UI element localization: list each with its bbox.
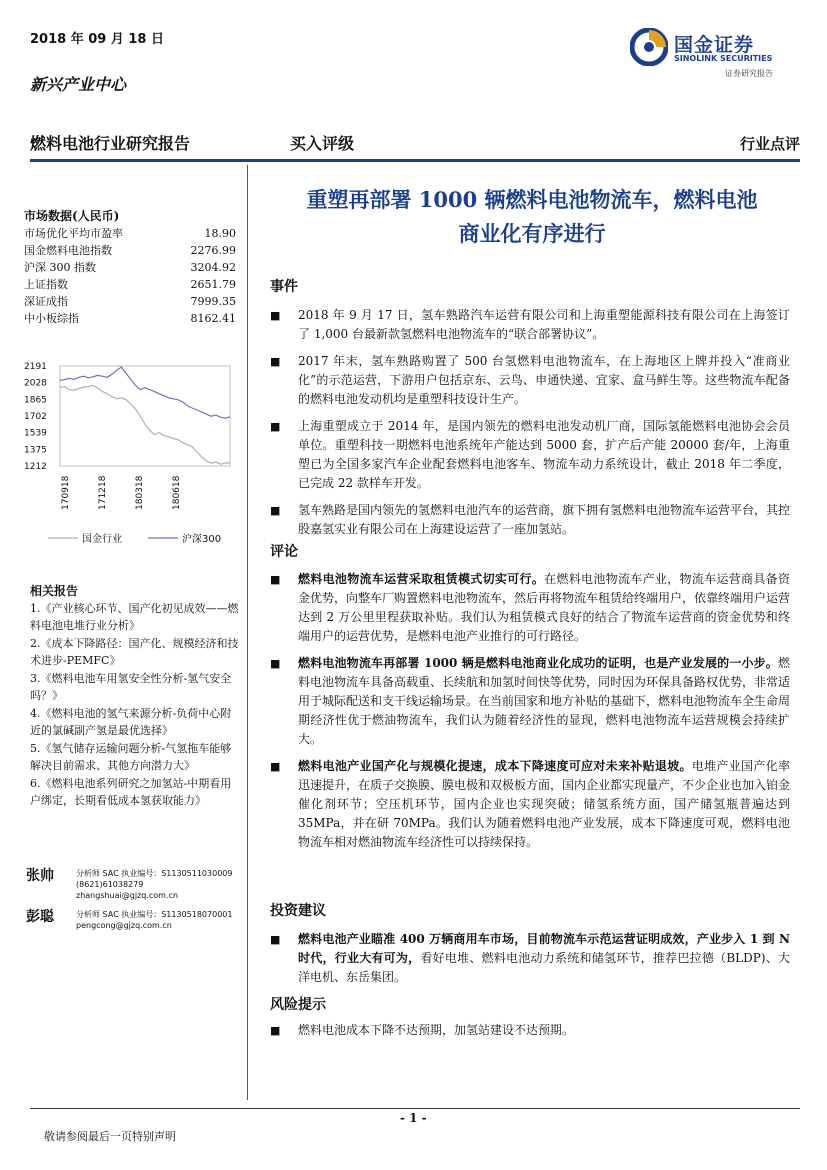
analyst-license: 分析师 SAC 执业编号：S1130511030009	[76, 869, 233, 878]
page-number: - 1 -	[400, 1111, 427, 1125]
y-tick-label: 2028	[24, 378, 47, 389]
event-text: 氢车熟路是国内领先的氢燃料电池汽车的运营商，旗下拥有氢燃料电池物流车运营平台，其控股嘉氢实业有限公司在上海建设运营了一座加氢站。	[298, 503, 791, 536]
event-item	[270, 306, 790, 344]
logo-subtitle: 证券研究报告	[725, 69, 773, 78]
sinolink-logo-icon	[630, 28, 668, 66]
events-heading: 事件	[270, 279, 298, 295]
risk-block	[270, 1021, 790, 1040]
main-title-line-1: 重塑再部署 1000 辆燃料电池物流车，燃料电池	[306, 187, 758, 212]
event-item	[270, 501, 790, 539]
bullet-icon: ■	[270, 933, 281, 946]
market-data-row	[24, 242, 236, 259]
series-line-0	[60, 386, 230, 465]
market-data-value: 3204.92	[190, 261, 236, 274]
legend-label: 国金行业	[82, 534, 122, 545]
risk-item	[270, 1021, 790, 1040]
related-report-item[interactable]: 1.《产业核心环节、国产化初见成效——燃料电池电堆行业分析》	[30, 602, 239, 632]
market-data-value: 2276.99	[190, 244, 236, 257]
analyst-details	[76, 868, 246, 901]
market-data-value: 18.90	[204, 227, 236, 240]
bullet-icon: ■	[270, 309, 281, 322]
y-tick-label: 1865	[24, 395, 47, 406]
series-line-1	[60, 367, 230, 418]
comment-item	[270, 757, 790, 852]
analyst-license: 分析师 SAC 执业编号：S1130518070001	[76, 910, 233, 919]
comment-bold: 燃料电池物流车运营采取租赁模式切实可行。	[298, 572, 545, 586]
analyst-name: 彭聪	[26, 909, 54, 925]
bullet-icon: ■	[270, 504, 281, 517]
comment-body: 电堆产业国产化率迅速提升，在质子交换膜、膜电极和双极板方面，国内企业都实现量产，不少企业也加入铂金催化剂环节；空压机环节，国内企业也实现突破；储氢系统方面，国产储氢瓶普遍达到 35MPa，并在研 70MPa。我们认为随着燃料电池产业发展，成本下降速度可观，燃料电池物流车相对燃油物流车经济性可以持续保持。	[298, 759, 791, 849]
event-text: 2018 年 9 月 17 日，氢车熟路汽车运营有限公司和上海重塑能源科技有限公司在上海签订了 1,000 台最新款氢燃料电池物流车的“联合部署协议”。	[298, 308, 790, 341]
bullet-icon: ■	[270, 355, 281, 368]
investment-bold: 燃料电池产业瞄准 400 万辆商用车市场，目前物流车示范运营证明成效，产业步入 1 到 N 时代，行业大有可为，	[298, 932, 790, 965]
comment-body: 燃料电池物流车具备高载重、长续航和加氢时间快等优势，同时因为环保具备路权优势，非常适用于城际配送和支干线运输场景。在当前国家和地方补贴的基础下，燃料电池物流车全生命周期经济性优于燃油物流车，我们认为随着经济性的显现，燃料电池物流车运营规模会持续扩大。	[298, 656, 791, 746]
market-data-row	[24, 259, 236, 276]
footer-divider	[30, 1108, 800, 1109]
y-tick-label: 1375	[24, 445, 47, 456]
legend-label: 沪深300	[182, 534, 222, 545]
x-tick-label: 171218	[98, 475, 108, 510]
market-data-label: 市场优化平均市盈率	[24, 227, 123, 240]
x-tick-label: 180618	[172, 475, 182, 510]
chart-frame	[60, 366, 230, 466]
related-reports-title: 相关报告	[30, 584, 79, 598]
y-tick-label: 2191	[24, 362, 47, 372]
market-data-row	[24, 310, 236, 327]
risk-text: 燃料电池成本下降不达预期，加氢站建设不达预期。	[298, 1023, 575, 1037]
comment-item	[270, 570, 790, 646]
market-data-value: 2651.79	[190, 278, 236, 291]
comment-text	[298, 654, 790, 749]
analyst-email[interactable]: zhangshuai@gjzq.com.cn	[76, 891, 178, 900]
related-report-item[interactable]: 5.《氢气储存运输问题分析-气氢拖车能够解决目前需求、其他方向潜力大》	[30, 742, 232, 772]
report-type: 行业点评	[739, 135, 800, 153]
rating: 买入评级	[290, 134, 355, 153]
x-tick-label: 170918	[61, 475, 71, 510]
risk-heading: 风险提示	[270, 997, 326, 1013]
market-data-title: 市场数据(人民币)	[24, 209, 120, 223]
investment-heading: 投资建议	[270, 903, 326, 919]
investment-body: 看好电堆、燃料电池动力系统和储氢环节，推荐巴拉德（BLDP)、大洋电机、东岳集团。	[298, 951, 790, 984]
related-report-item[interactable]: 3.《燃料电池车用氢安全性分析-氢气安全吗？》	[30, 672, 232, 702]
bullet-icon: ■	[270, 420, 281, 433]
comment-text	[298, 757, 790, 852]
comment-item	[270, 654, 790, 749]
comment-text	[298, 570, 790, 646]
y-tick-label: 1539	[24, 428, 47, 439]
company-logo	[630, 24, 800, 84]
disclaimer: 敬请参阅最后一页特别声明	[44, 1130, 176, 1143]
logo-chinese: 国金证券	[674, 34, 755, 56]
research-center: 新兴产业中心	[30, 75, 127, 94]
report-date: 2018 年 09 月 18 日	[30, 32, 164, 47]
logo-english: SINOLINK SECURITIES	[674, 54, 773, 63]
market-data-row	[24, 293, 236, 310]
related-report-item[interactable]: 4.《燃料电池的氢气来源分析-负荷中心附近的氯碱副产氢是最优选择》	[30, 707, 232, 737]
bullet-icon: ■	[270, 1024, 281, 1037]
comments-heading: 评论	[270, 544, 298, 560]
related-report-item[interactable]: 2.《成本下降路径：国产化、规模经济和技术进步-PEMFC》	[30, 637, 239, 667]
market-data-label: 中小板综指	[24, 312, 79, 325]
comment-body: 在燃料电池物流车产业，物流车运营商具备资金优势，向整车厂购置燃料电池物流车，然后再将物流车租赁给终端用户，依靠终端用户运营达到 2 万公里里程获取补贴。我们认为租赁模式良好的结合了物流车运营商的资金优势和终端用户的运营优势，是燃料电池产业推行的可行路径。	[298, 572, 791, 643]
event-item	[270, 352, 790, 409]
y-tick-label: 1702	[24, 412, 47, 422]
bullet-icon: ■	[270, 573, 281, 586]
related-report-item[interactable]: 6.《燃料电池系列研究之加氢站-中期看用户绑定，长期看低成本氢获取能力》	[30, 777, 232, 807]
y-tick-label: 1212	[24, 462, 47, 472]
bullet-icon: ■	[270, 760, 281, 773]
analyst-details	[76, 909, 246, 931]
events-list	[270, 306, 790, 547]
related-reports-list	[30, 600, 242, 810]
event-text: 上海重塑成立于 2014 年，是国内领先的燃料电池发动机厂商，国际氢能燃料电池协会会员单位。重塑科技一期燃料电池系统年产能达到 5000 套，扩产后产能 20000 套/年，上海重塑已为全国多家汽车企业配套燃料电池客车、物流车动力系统设计，截止 2018 年二季度，已完成 22 款样车开发。	[298, 419, 790, 490]
analyst-name: 张帅	[26, 868, 54, 884]
main-title	[262, 183, 802, 251]
investment-text	[298, 930, 790, 987]
market-data-value: 7999.35	[190, 295, 236, 308]
market-data-row	[24, 276, 236, 293]
analyst-email[interactable]: pengcong@gjzq.com.cn	[76, 921, 172, 930]
x-tick-label: 180318	[135, 475, 145, 510]
sidebar-divider	[247, 165, 248, 1100]
comments-list	[270, 570, 790, 860]
comment-bold: 燃料电池产业国产化与规模化提速，成本下降速度可应对未来补贴退坡。	[298, 759, 692, 773]
event-text: 2017 年末，氢车熟路购置了 500 台氢燃料电池物流车，在上海地区上牌并投入“准商业化”的示范运营，下游用户包括京东、云鸟、申通快递、宜家、盒马鲜生等。这些物流车配备的燃料电池发动机均是重塑科技设计生产。	[298, 354, 790, 406]
investment-item	[270, 930, 790, 987]
market-data-value: 8162.41	[190, 312, 236, 325]
market-data-label: 上证指数	[24, 278, 68, 291]
investment-block	[270, 930, 790, 987]
market-data-label: 国金燃料电池指数	[24, 244, 112, 257]
market-data-label: 深证成指	[24, 295, 68, 308]
event-item	[270, 417, 790, 493]
index-chart	[24, 358, 240, 558]
main-title-line-2: 商业化有序进行	[458, 221, 606, 246]
market-data-row	[24, 225, 236, 242]
market-data-label: 沪深 300 指数	[24, 261, 96, 274]
bullet-icon: ■	[270, 657, 281, 670]
comment-bold: 燃料电池物流车再部署 1000 辆是燃料电池商业化成功的证明，也是产业发展的一小步。	[298, 656, 778, 670]
market-data-table	[24, 225, 236, 327]
analyst-phone: (8621)61038279	[76, 880, 144, 889]
report-title: 燃料电池行业研究报告	[30, 134, 191, 153]
